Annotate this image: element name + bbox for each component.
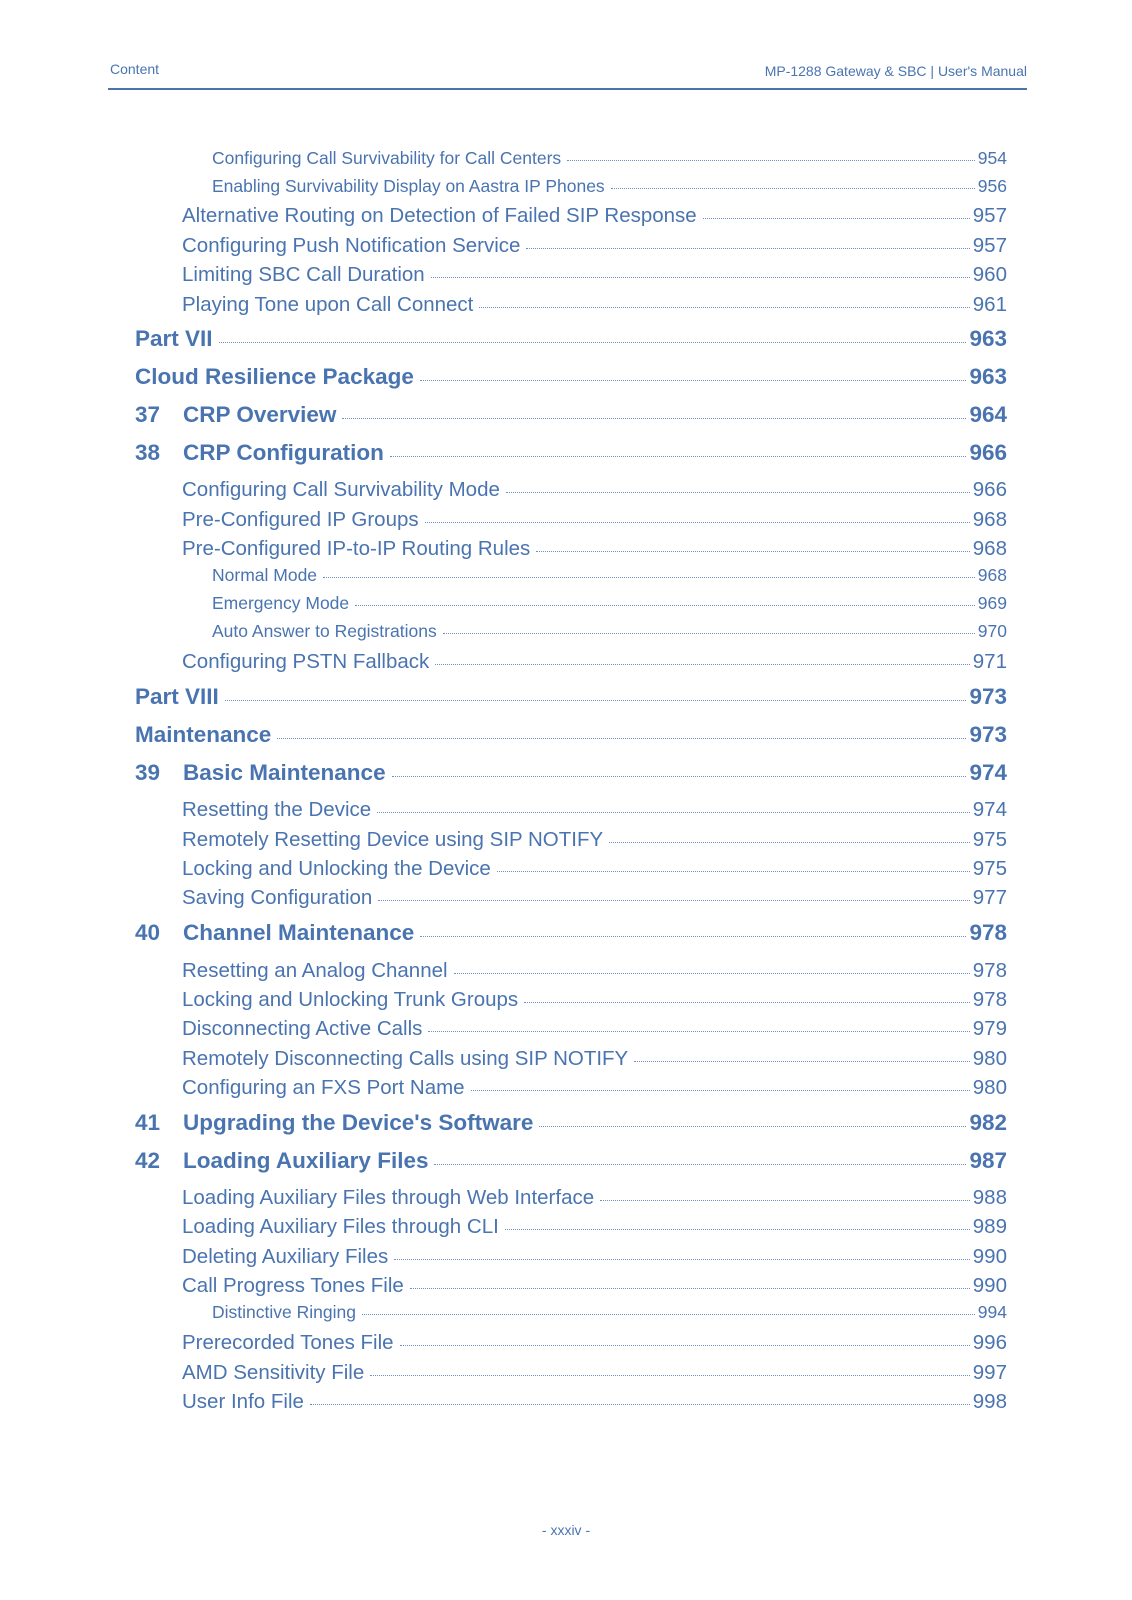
toc-entry-title: Configuring Push Notification Service xyxy=(182,234,521,257)
toc-page-number: 966 xyxy=(972,478,1007,501)
toc-dot-leader xyxy=(505,1229,970,1230)
toc-entry-title: Distinctive Ringing xyxy=(212,1302,356,1322)
toc-page-number: 994 xyxy=(977,1302,1007,1322)
toc-entry-title: Saving Configuration xyxy=(182,886,373,909)
toc-dot-leader xyxy=(400,1345,970,1346)
toc-dot-leader xyxy=(323,577,975,578)
toc-entry[interactable] xyxy=(182,650,1007,674)
toc-page-number: 973 xyxy=(969,684,1007,709)
toc-entry[interactable] xyxy=(182,988,1007,1012)
toc-entry-title: Channel Maintenance xyxy=(183,920,415,945)
toc-entry[interactable] xyxy=(182,1274,1007,1298)
toc-entry-title: Alternative Routing on Detection of Failed SIP Response xyxy=(182,204,697,227)
toc-dot-leader xyxy=(362,1314,975,1315)
toc-entry-title: Resetting an Analog Channel xyxy=(182,959,448,982)
toc-dot-leader xyxy=(225,700,967,701)
toc-page-number: 960 xyxy=(972,263,1007,286)
toc-dot-leader xyxy=(425,522,970,523)
toc-entry-title: Limiting SBC Call Duration xyxy=(182,263,425,286)
toc-entry[interactable] xyxy=(182,828,1007,852)
toc-dot-leader xyxy=(524,1002,970,1003)
toc-page-number: 996 xyxy=(972,1331,1007,1354)
toc-page-number: 957 xyxy=(972,204,1007,227)
toc-entry[interactable] xyxy=(182,1331,1007,1355)
toc-page-number: 964 xyxy=(969,402,1007,427)
toc-entry-title: CRP Configuration xyxy=(183,440,384,465)
toc-entry[interactable] xyxy=(212,148,1007,169)
toc-page-number: 968 xyxy=(972,537,1007,560)
header-rule xyxy=(108,88,1027,90)
toc-page-number: 970 xyxy=(977,621,1007,641)
toc-page-number: 971 xyxy=(972,650,1007,673)
toc-dot-leader xyxy=(377,812,970,813)
toc-dot-leader xyxy=(394,1259,970,1260)
toc-entry-title: Part VIII xyxy=(135,684,219,709)
toc-entry-title: Playing Tone upon Call Connect xyxy=(182,293,474,316)
toc-entry-title: Resetting the Device xyxy=(182,798,372,821)
header-manual-title: MP-1288 Gateway & SBC | User's Manual xyxy=(764,63,1027,79)
toc-page-number: 954 xyxy=(977,148,1007,168)
toc-dot-leader xyxy=(431,277,970,278)
toc-entry-title: Loading Auxiliary Files through CLI xyxy=(182,1215,499,1238)
toc-entry-title: Loading Auxiliary Files through Web Interface xyxy=(182,1186,595,1209)
toc-page-number: 998 xyxy=(972,1390,1007,1413)
toc-entry-title: CRP Overview xyxy=(183,402,337,427)
toc-entry[interactable] xyxy=(135,722,1007,748)
toc-dot-leader xyxy=(378,900,969,901)
toc-chapter-number: 42 xyxy=(135,1148,161,1173)
toc-entry[interactable] xyxy=(182,1245,1007,1269)
toc-entry[interactable] xyxy=(182,1186,1007,1210)
toc-entry-title: Part VII xyxy=(135,326,213,351)
toc-entry-title: Enabling Survivability Display on Aastra IP Phones xyxy=(212,176,605,196)
toc-entry-title: Basic Maintenance xyxy=(183,760,386,785)
toc-entry[interactable] xyxy=(182,537,1007,561)
toc-page-number: 982 xyxy=(969,1110,1007,1135)
toc-entry-title: Pre-Configured IP Groups xyxy=(182,508,419,531)
toc-entry-title: Configuring Call Survivability Mode xyxy=(182,478,500,501)
toc-dot-leader xyxy=(355,605,975,606)
toc-entry-title: Remotely Resetting Device using SIP NOTIFY xyxy=(182,828,604,851)
toc-dot-leader xyxy=(703,218,970,219)
toc-entry-title: Pre-Configured IP-to-IP Routing Rules xyxy=(182,537,531,560)
toc-page-number: 974 xyxy=(969,760,1007,785)
toc-dot-leader xyxy=(392,776,967,777)
toc-entry[interactable] xyxy=(182,478,1007,502)
toc-page-number: 978 xyxy=(969,920,1007,945)
toc-entry-title: Call Progress Tones File xyxy=(182,1274,404,1297)
toc-page-number: 978 xyxy=(972,959,1007,982)
toc-dot-leader xyxy=(435,664,970,665)
toc-entry-title: Disconnecting Active Calls xyxy=(182,1017,423,1040)
toc-entry[interactable] xyxy=(135,402,1007,428)
toc-page-number: 978 xyxy=(972,988,1007,1011)
toc-dot-leader xyxy=(443,633,975,634)
toc-entry-title: Deleting Auxiliary Files xyxy=(182,1245,389,1268)
toc-page-number: 990 xyxy=(972,1245,1007,1268)
toc-entry[interactable] xyxy=(212,593,1007,614)
toc-dot-leader xyxy=(454,973,970,974)
toc-page-number: 963 xyxy=(969,364,1007,389)
toc-entry-title: Locking and Unlocking Trunk Groups xyxy=(182,988,519,1011)
toc-entry-title: AMD Sensitivity File xyxy=(182,1361,365,1384)
toc-entry[interactable] xyxy=(182,959,1007,983)
toc-dot-leader xyxy=(634,1061,970,1062)
toc-entry[interactable] xyxy=(182,1361,1007,1385)
toc-entry[interactable] xyxy=(182,1076,1007,1100)
toc-page-number: 969 xyxy=(977,593,1007,613)
toc-page-number: 979 xyxy=(972,1017,1007,1040)
toc-page-number: 989 xyxy=(972,1215,1007,1238)
toc-page-number: 980 xyxy=(972,1076,1007,1099)
toc-page-number: 975 xyxy=(972,857,1007,880)
toc-entry[interactable] xyxy=(182,1390,1007,1414)
toc-dot-leader xyxy=(428,1031,969,1032)
toc-entry-title: Configuring PSTN Fallback xyxy=(182,650,430,673)
toc-entry[interactable] xyxy=(135,760,1007,786)
toc-chapter-number: 37 xyxy=(135,402,161,427)
toc-entry-title: Configuring an FXS Port Name xyxy=(182,1076,465,1099)
toc-entry[interactable] xyxy=(182,798,1007,822)
toc-dot-leader xyxy=(420,380,967,381)
toc-entry[interactable] xyxy=(135,364,1007,390)
toc-chapter-number: 39 xyxy=(135,760,161,785)
toc-entry-title: User Info File xyxy=(182,1390,304,1413)
toc-dot-leader xyxy=(611,188,975,189)
toc-page-number: 990 xyxy=(972,1274,1007,1297)
toc-entry-title: Maintenance xyxy=(135,722,272,747)
toc-page-number: 968 xyxy=(977,565,1007,585)
toc-chapter-number: 40 xyxy=(135,920,161,945)
toc-page-number: 988 xyxy=(972,1186,1007,1209)
toc-page-number: 973 xyxy=(969,722,1007,747)
toc-entry-title: Auto Answer to Registrations xyxy=(212,621,437,641)
toc-entry[interactable] xyxy=(182,293,1007,317)
toc-entry-title: Loading Auxiliary Files xyxy=(183,1148,429,1173)
toc-page-number: 961 xyxy=(972,293,1007,316)
toc-chapter-number: 38 xyxy=(135,440,161,465)
toc-entry[interactable] xyxy=(182,857,1007,881)
toc-entry[interactable] xyxy=(212,565,1007,586)
toc-dot-leader xyxy=(390,456,967,457)
toc-page-number: 966 xyxy=(969,440,1007,465)
toc-chapter-number: 41 xyxy=(135,1110,161,1135)
toc-dot-leader xyxy=(497,871,970,872)
toc-dot-leader xyxy=(342,418,966,419)
toc-entry[interactable] xyxy=(135,684,1007,710)
toc-entry-title: Emergency Mode xyxy=(212,593,350,613)
toc-dot-leader xyxy=(479,307,969,308)
toc-entry[interactable] xyxy=(212,176,1007,197)
toc-entry-title: Normal Mode xyxy=(212,565,318,585)
toc-entry-title: Configuring Call Survivability for Call Centers xyxy=(212,148,562,168)
toc-entry[interactable] xyxy=(182,263,1007,287)
toc-entry[interactable] xyxy=(182,1017,1007,1041)
toc-dot-leader xyxy=(471,1090,970,1091)
toc-page-number: 963 xyxy=(969,326,1007,351)
toc-entry[interactable] xyxy=(135,1110,1007,1136)
toc-dot-leader xyxy=(536,551,969,552)
toc-entry-title: Locking and Unlocking the Device xyxy=(182,857,491,880)
toc-dot-leader xyxy=(277,738,966,739)
toc-dot-leader xyxy=(434,1164,966,1165)
toc-entry[interactable] xyxy=(182,234,1007,258)
toc-page-number: 968 xyxy=(972,508,1007,531)
toc-page-number: 977 xyxy=(972,886,1007,909)
page-number: - xxxiv - xyxy=(541,1522,591,1538)
toc-dot-leader xyxy=(506,492,970,493)
toc-dot-leader xyxy=(370,1375,970,1376)
toc-dot-leader xyxy=(539,1126,966,1127)
toc-page-number: 975 xyxy=(972,828,1007,851)
toc-dot-leader xyxy=(600,1200,970,1201)
toc-entry-title: Prerecorded Tones File xyxy=(182,1331,394,1354)
toc-dot-leader xyxy=(609,842,970,843)
toc-dot-leader xyxy=(219,342,967,343)
toc-dot-leader xyxy=(567,160,975,161)
toc-dot-leader xyxy=(310,1404,970,1405)
toc-dot-leader xyxy=(526,248,969,249)
toc-entry[interactable] xyxy=(212,621,1007,642)
toc-entry[interactable] xyxy=(135,1148,1007,1174)
toc-page-number: 956 xyxy=(977,176,1007,196)
toc-entry[interactable] xyxy=(182,204,1007,228)
toc-entry[interactable] xyxy=(182,886,1007,910)
toc-page-number: 974 xyxy=(972,798,1007,821)
toc-entry[interactable] xyxy=(135,326,1007,352)
toc-dot-leader xyxy=(420,936,966,937)
toc-entry[interactable] xyxy=(135,920,1007,946)
toc-page-number: 997 xyxy=(972,1361,1007,1384)
toc-entry[interactable] xyxy=(135,440,1007,466)
toc-entry[interactable] xyxy=(182,1215,1007,1239)
toc-entry-title: Cloud Resilience Package xyxy=(135,364,414,389)
toc-page-number: 957 xyxy=(972,234,1007,257)
toc-dot-leader xyxy=(410,1288,970,1289)
toc-page-number: 987 xyxy=(969,1148,1007,1173)
toc-page-number: 980 xyxy=(972,1047,1007,1070)
toc-entry-title: Remotely Disconnecting Calls using SIP NOTIFY xyxy=(182,1047,629,1070)
toc-entry[interactable] xyxy=(182,508,1007,532)
header-section-label: Content xyxy=(110,61,160,77)
toc-entry[interactable] xyxy=(182,1047,1007,1071)
toc-entry-title: Upgrading the Device's Software xyxy=(183,1110,534,1135)
toc-entry[interactable] xyxy=(212,1302,1007,1323)
